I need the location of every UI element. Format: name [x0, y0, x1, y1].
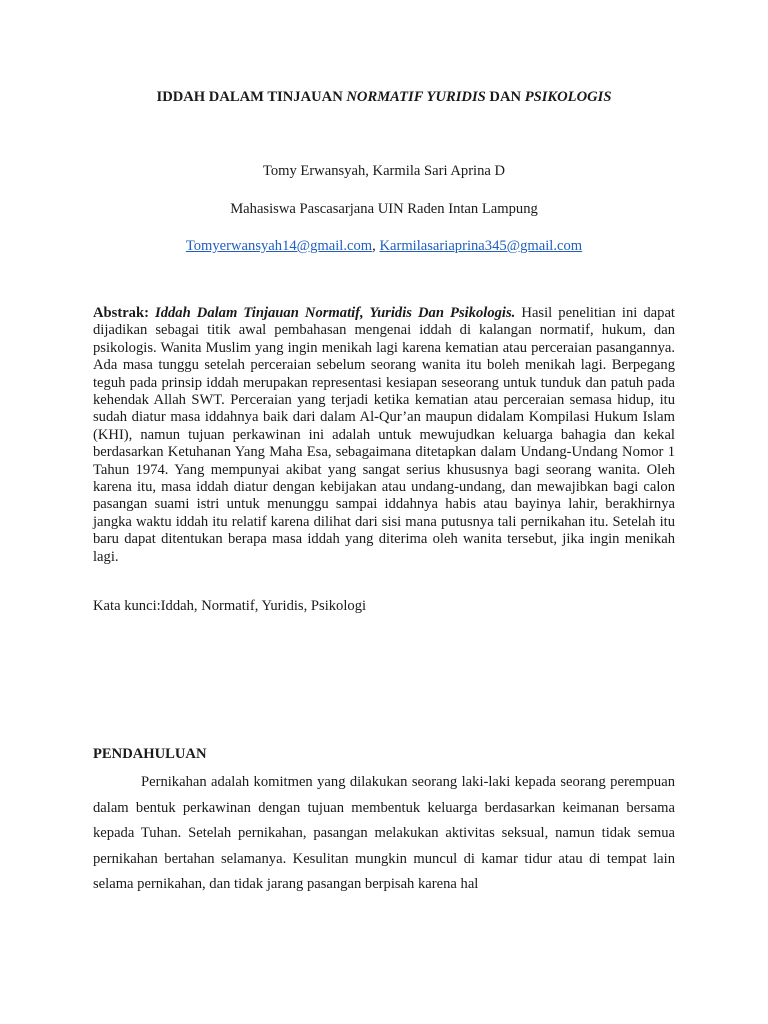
section-heading: PENDAHULUAN	[93, 746, 207, 762]
authors: Tomy Erwansyah, Karmila Sari Aprina D	[262, 163, 506, 179]
email-link-1[interactable]: Tomyerwansyah14@gmail.com	[185, 238, 373, 254]
abstract-label: Abstrak:	[93, 305, 149, 321]
paper-title	[0, 88, 768, 106]
abstract-body: Hasil penelitian ini dapat dijadikan sebagai titik awal pembahasan mengenai iddah di kalangan normatif, hukum, dan psikologis. Wanita Muslim yang ingin menikah lagi karena kematian atau perceraian pasangannya. Ada masa tunggu setelah perceraian sebelum seorang wanita itu boleh menikah lagi. Berpegang teguh pada prinsip iddah merupakan representasi kesiapan seseorang untuk tunduk dan patuh pada kehendak Allah SWT. Perceraian yang terjadi ketika kematian atau perceraian semasa hidup, itu sudah diatur masa iddahnya baik dari dalam Al-Qur’an maupun didalam Kompilasi Hukum Islam (KHI), namun tujuan perkawinan ini adalah untuk mewujudkan keluarga bahagia dan kekal berdasarkan Ketuhanan Yang Maha Esa, sebagaimana ditetapkan dalam Undang-Undang Nomor 1 Tahun 1974. Yang mempunyai akibat yang sangat serius khususnya bagi seorang wanita. Oleh karena itu, masa iddah diatur dengan kebijakan atau undang-undang, dan mewajibkan bagi calon pasangan suami istri untuk menunggu sampai iddahnya habis atau bayinya lahir, berakhirnya jangka waktu iddah itu relatif karena dilihat dari sisi mana putusnya tali pernikahan itu. Setelah itu baru dapat ditentukan berapa masa iddah yang diterima oleh wanita tersebut, jika ingin menikah lagi.	[93, 305, 675, 565]
email-link-2[interactable]: Karmilasariaprina345@gmail.com	[379, 238, 583, 254]
abstract-title: Iddah Dalam Tinjauan Normatif, Yuridis Dan Psikologis.	[155, 305, 516, 321]
keywords: Kata kunci:Iddah, Normatif, Yuridis, Psikologi	[93, 598, 367, 614]
email-line	[0, 237, 768, 255]
title-part-1: IDDAH DALAM TINJAUAN	[156, 89, 347, 105]
abstract	[93, 305, 675, 566]
affiliation: Mahasiswa Pascasarjana UIN Raden Intan Lampung	[230, 201, 538, 217]
title-part-2: DAN	[485, 89, 525, 105]
email-separator: ,	[372, 238, 380, 254]
title-italic-2: PSIKOLOGIS	[524, 89, 612, 105]
introduction-paragraph: Pernikahan adalah komitmen yang dilakukan seorang laki-laki kepada seorang perempuan dalam bentuk perkawinan dengan tujuan membentuk keluarga berdasarkan keimanan bersama kepada Tuhan. Setelah pernikahan, pasangan melakukan aktivitas seksual, namun tidak semua pernikahan bertahan selamanya. Kesulitan mungkin muncul di kamar tidur atau di tempat lain selama pernikahan, dan tidak jarang pasangan berpisah karena hal	[93, 774, 675, 893]
title-italic: NORMATIF YURIDIS	[346, 89, 486, 105]
